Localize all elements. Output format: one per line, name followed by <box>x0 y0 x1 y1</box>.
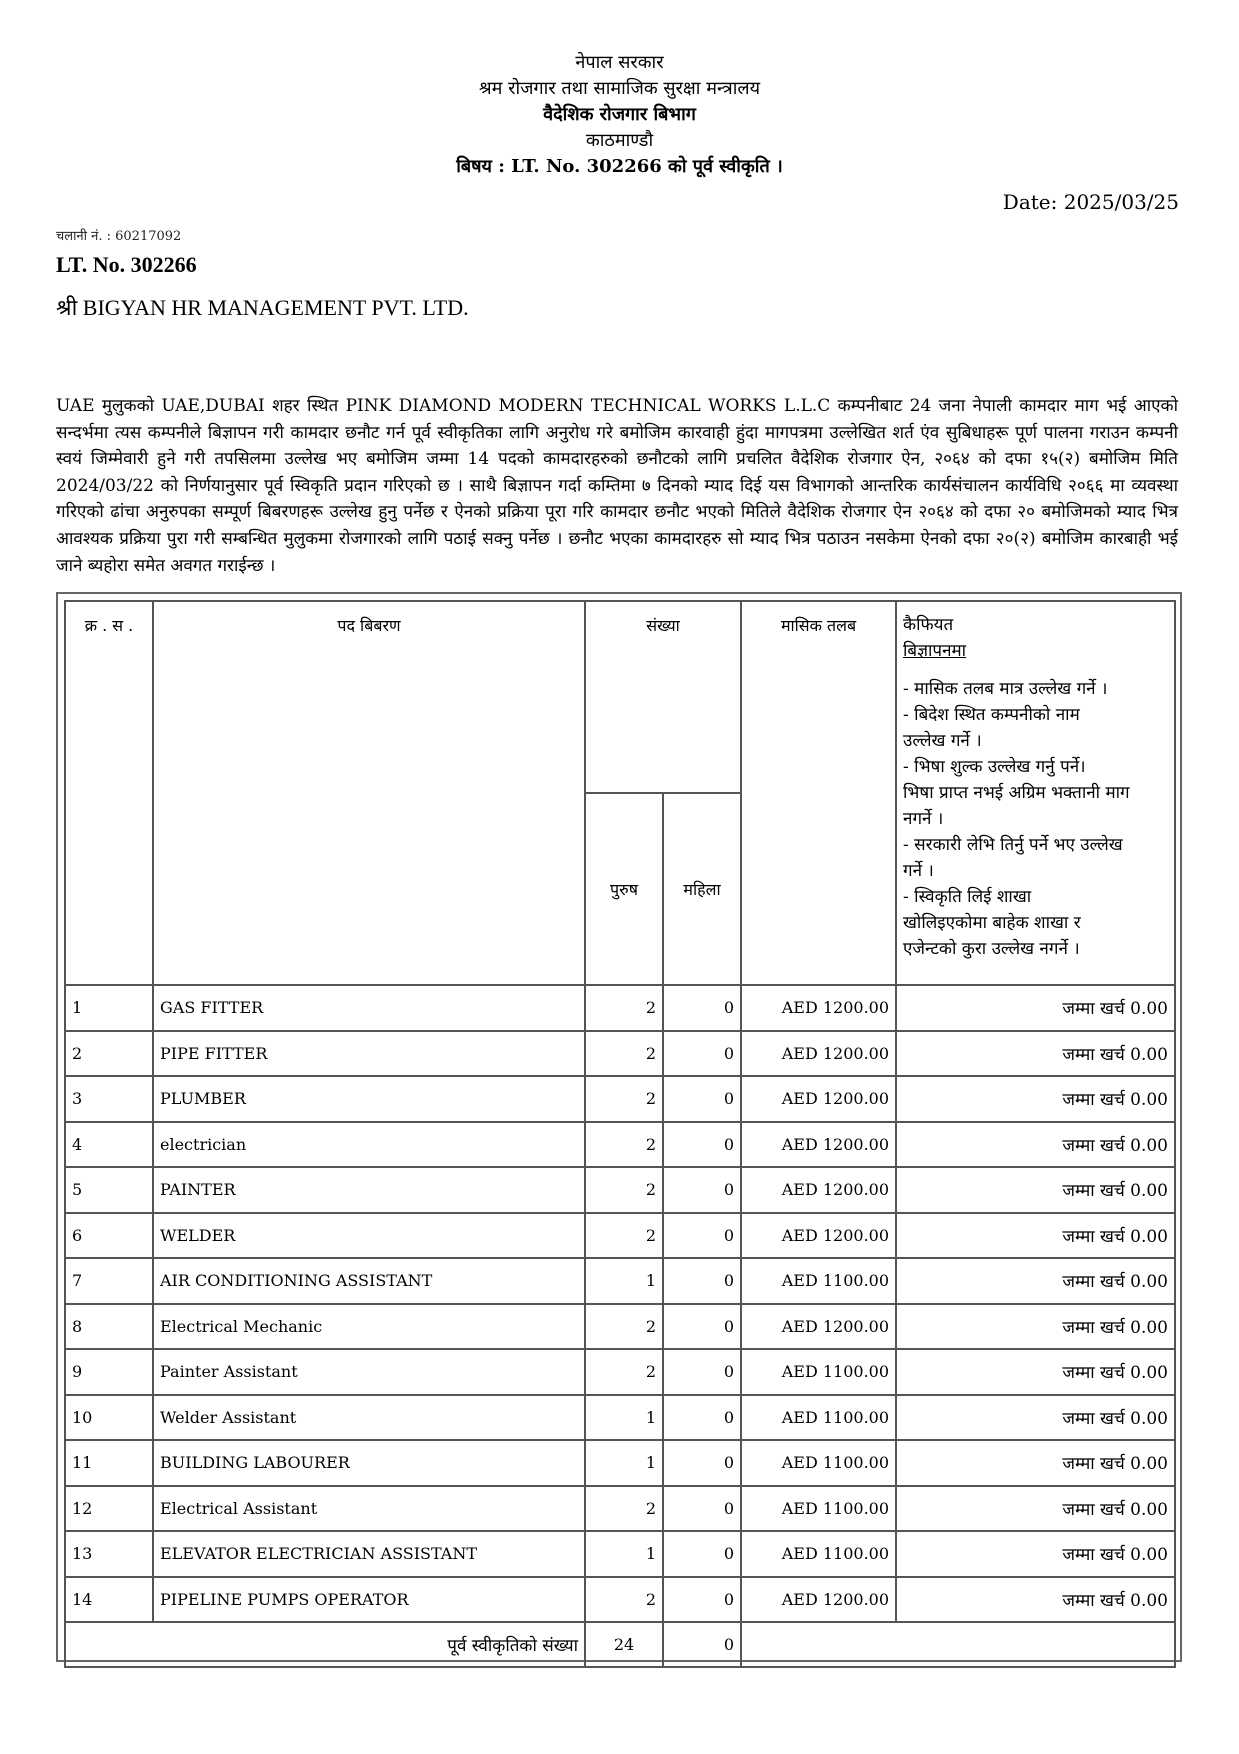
row-position: Painter Assistant <box>153 1349 585 1395</box>
col-header-salary: मासिक तलब <box>741 601 896 985</box>
row-male: 2 <box>585 1349 663 1395</box>
table-row <box>65 985 1175 1031</box>
remarks-line: गर्ने । <box>903 861 934 881</box>
table-row <box>65 1167 1175 1213</box>
table-row <box>65 1258 1175 1304</box>
row-salary: AED 1100.00 <box>741 1440 896 1486</box>
table-row <box>65 1440 1175 1486</box>
row-male: 2 <box>585 1167 663 1213</box>
row-male: 2 <box>585 1076 663 1122</box>
row-male: 2 <box>585 1213 663 1259</box>
row-position: WELDER <box>153 1213 585 1259</box>
row-salary: AED 1100.00 <box>741 1486 896 1532</box>
row-sn: 13 <box>65 1531 153 1577</box>
row-salary: AED 1200.00 <box>741 1167 896 1213</box>
total-female: 0 <box>663 1622 741 1667</box>
row-sn: 8 <box>65 1304 153 1350</box>
remarks-subtitle: बिज्ञापनमा <box>903 641 967 661</box>
remarks-line: - भिषा शुल्क उल्लेख गर्नु पर्ने। <box>903 757 1086 777</box>
row-remark: जम्मा खर्च 0.00 <box>896 1577 1175 1623</box>
total-label: पूर्व स्वीकृतिको संख्या <box>65 1622 585 1667</box>
table-row <box>65 1304 1175 1350</box>
remarks-line: खोलिइएकोमा बाहेक शाखा र <box>903 913 1081 933</box>
row-remark: जम्मा खर्च 0.00 <box>896 1122 1175 1168</box>
row-female: 0 <box>663 1122 741 1168</box>
row-remark: जम्मा खर्च 0.00 <box>896 1531 1175 1577</box>
row-male: 2 <box>585 1577 663 1623</box>
row-sn: 14 <box>65 1577 153 1623</box>
row-male: 2 <box>585 1122 663 1168</box>
row-remark: जम्मा खर्च 0.00 <box>896 1349 1175 1395</box>
row-male: 1 <box>585 1258 663 1304</box>
remarks-line: भिषा प्राप्त नभई अग्रिम भक्तानी माग <box>903 783 1130 803</box>
row-position: Electrical Assistant <box>153 1486 585 1532</box>
table-row <box>65 1031 1175 1077</box>
col-header-position: पद बिबरण <box>153 601 585 985</box>
row-sn: 3 <box>65 1076 153 1122</box>
row-position: Electrical Mechanic <box>153 1304 585 1350</box>
remarks-title: कैफियत <box>903 615 954 635</box>
remarks-line: नगर्ने । <box>903 809 944 829</box>
row-salary: AED 1200.00 <box>741 1076 896 1122</box>
row-female: 0 <box>663 985 741 1031</box>
row-remark: जम्मा खर्च 0.00 <box>896 1167 1175 1213</box>
row-salary: AED 1200.00 <box>741 985 896 1031</box>
row-position: PIPELINE PUMPS OPERATOR <box>153 1577 585 1623</box>
dispatch-number: चलानी नं. : 60217092 <box>56 229 182 244</box>
col-header-sn: क्र . स . <box>65 601 153 985</box>
col-header-remarks <box>896 601 1175 985</box>
remarks-line: एजेन्टको कुरा उल्लेख नगर्ने । <box>903 939 1080 959</box>
row-position: electrician <box>153 1122 585 1168</box>
row-remark: जम्मा खर्च 0.00 <box>896 1076 1175 1122</box>
row-remark: जम्मा खर्च 0.00 <box>896 1258 1175 1304</box>
row-remark: जम्मा खर्च 0.00 <box>896 1031 1175 1077</box>
table-row <box>65 1213 1175 1259</box>
row-male: 1 <box>585 1395 663 1441</box>
body-paragraph: UAE मुलुकको UAE,DUBAI शहर स्थित PINK DIAMOND MODERN TECHNICAL WORKS L.L.C कम्पनीबाट 24 जना नेपाली कामदार माग भई आएको सन्दर्भमा त्यस कम्पनीले बिज्ञापन गरी कामदार छनौट गर्न पूर्व स्वीकृतिका लागि अनुरोध गरे बमोजिम कारवाही हुंदा मागपत्रमा उल्लेखित शर्त एंव सुबिधाहरू पूर्ण पालना गराउन कम्पनी स्वयं जिम्मेवारी हुने गरी तपसिलमा उल्लेख भए बमोजिम जम्मा 14 पदको कामदारहरुको छनौटको लागि प्रचलित वैदेशिक रोजगार ऐन, २०६४ को दफा १५(२) बमोजिम मिति 2024/03/22 को निर्णयानुसार पूर्व स्विकृति प्रदान गरिएको छ । साथै बिज्ञापन गर्दा कम्तिमा ७ दिनको म्याद दिई यस विभागको आन्तरिक कार्यसंचालन कार्यविधि २०६६ मा व्यवस्था गरिएको ढांचा अनुरुपका सम्पूर्ण बिबरणहरू उल्लेख हुनु पर्नेछ र ऐनको प्रक्रिया पूरा गरि कामदार छनौट भएको मितिले वैदेशिक रोजगार ऐन २०६४ को दफा २० बमोजिमको म्याद भित्र आवश्यक प्रक्रिया पुरा गरी सम्बन्धित मुलुकमा रोजगारको लागि पठाई सक्नु पर्नेछ । छनौट भएका कामदारहरु सो म्याद भित्र पठाउन नसकेमा ऐनको दफा २०(२) बमोजिम कारबाही भई जाने ब्यहोरा समेत अवगत गराईन्छ । <box>56 396 1178 576</box>
row-remark: जम्मा खर्च 0.00 <box>896 1395 1175 1441</box>
row-position: PAINTER <box>153 1167 585 1213</box>
row-position: Welder Assistant <box>153 1395 585 1441</box>
table-row <box>65 1349 1175 1395</box>
row-salary: AED 1100.00 <box>741 1258 896 1304</box>
department-name: वैदेशिक रोजगार बिभाग <box>543 104 696 125</box>
row-salary: AED 1200.00 <box>741 1577 896 1623</box>
total-row <box>65 1622 1175 1667</box>
total-male: 24 <box>585 1622 663 1667</box>
remarks-line: - बिदेश स्थित कम्पनीको नाम <box>903 705 1080 725</box>
row-female: 0 <box>663 1031 741 1077</box>
office-location: काठमाण्डौ <box>585 130 654 151</box>
table-row <box>65 1395 1175 1441</box>
table-row <box>65 1577 1175 1623</box>
total-empty-cell <box>741 1622 1175 1667</box>
subject-line: बिषय : LT. No. 302266 को पूर्व स्वीकृति । <box>456 156 783 177</box>
row-male: 1 <box>585 1440 663 1486</box>
row-female: 0 <box>663 1167 741 1213</box>
addressee: श्री BIGYAN HR MANAGEMENT PVT. LTD. <box>56 295 469 320</box>
row-female: 0 <box>663 1076 741 1122</box>
row-male: 1 <box>585 1531 663 1577</box>
approval-table-frame <box>56 592 1182 1662</box>
row-sn: 9 <box>65 1349 153 1395</box>
row-position: GAS FITTER <box>153 985 585 1031</box>
government-name: नेपाल सरकार <box>575 52 664 73</box>
row-sn: 12 <box>65 1486 153 1532</box>
table-row <box>65 1076 1175 1122</box>
document-date: Date: 2025/03/25 <box>1002 190 1179 214</box>
row-remark: जम्मा खर्च 0.00 <box>896 1440 1175 1486</box>
row-salary: AED 1100.00 <box>741 1349 896 1395</box>
row-remark: जम्मा खर्च 0.00 <box>896 1486 1175 1532</box>
row-position: BUILDING LABOURER <box>153 1440 585 1486</box>
row-male: 2 <box>585 1031 663 1077</box>
table-row <box>65 1531 1175 1577</box>
col-header-male: पुरुष <box>585 793 663 985</box>
row-salary: AED 1100.00 <box>741 1395 896 1441</box>
row-female: 0 <box>663 1440 741 1486</box>
row-male: 2 <box>585 1304 663 1350</box>
table-row <box>65 1122 1175 1168</box>
row-position: ELEVATOR ELECTRICIAN ASSISTANT <box>153 1531 585 1577</box>
row-remark: जम्मा खर्च 0.00 <box>896 1213 1175 1259</box>
row-female: 0 <box>663 1486 741 1532</box>
row-female: 0 <box>663 1531 741 1577</box>
row-female: 0 <box>663 1213 741 1259</box>
remarks-line: - सरकारी लेभि तिर्नु पर्ने भए उल्लेख <box>903 835 1123 855</box>
row-position: PLUMBER <box>153 1076 585 1122</box>
row-salary: AED 1200.00 <box>741 1304 896 1350</box>
lt-number: LT. No. 302266 <box>56 252 197 277</box>
row-position: PIPE FITTER <box>153 1031 585 1077</box>
row-sn: 11 <box>65 1440 153 1486</box>
row-sn: 1 <box>65 985 153 1031</box>
row-female: 0 <box>663 1577 741 1623</box>
row-salary: AED 1200.00 <box>741 1031 896 1077</box>
row-position: AIR CONDITIONING ASSISTANT <box>153 1258 585 1304</box>
ministry-name: श्रम रोजगार तथा सामाजिक सुरक्षा मन्त्रालय <box>478 78 761 99</box>
row-male: 2 <box>585 985 663 1031</box>
col-header-female: महिला <box>663 793 741 985</box>
table-row <box>65 1486 1175 1532</box>
remarks-line: उल्लेख गर्ने । <box>903 731 982 751</box>
row-female: 0 <box>663 1258 741 1304</box>
row-male: 2 <box>585 1486 663 1532</box>
approval-table <box>64 600 1176 1668</box>
col-header-count: संख्या <box>585 601 741 793</box>
row-sn: 5 <box>65 1167 153 1213</box>
row-female: 0 <box>663 1395 741 1441</box>
row-remark: जम्मा खर्च 0.00 <box>896 985 1175 1031</box>
row-sn: 10 <box>65 1395 153 1441</box>
row-sn: 7 <box>65 1258 153 1304</box>
remarks-line: - स्विकृति लिई शाखा <box>903 887 1032 907</box>
remarks-line: - मासिक तलब मात्र उल्लेख गर्ने । <box>903 679 1108 699</box>
document-header <box>0 50 1239 180</box>
row-remark: जम्मा खर्च 0.00 <box>896 1304 1175 1350</box>
row-salary: AED 1200.00 <box>741 1213 896 1259</box>
row-salary: AED 1100.00 <box>741 1531 896 1577</box>
row-female: 0 <box>663 1304 741 1350</box>
row-salary: AED 1200.00 <box>741 1122 896 1168</box>
row-sn: 4 <box>65 1122 153 1168</box>
row-sn: 6 <box>65 1213 153 1259</box>
row-female: 0 <box>663 1349 741 1395</box>
row-sn: 2 <box>65 1031 153 1077</box>
